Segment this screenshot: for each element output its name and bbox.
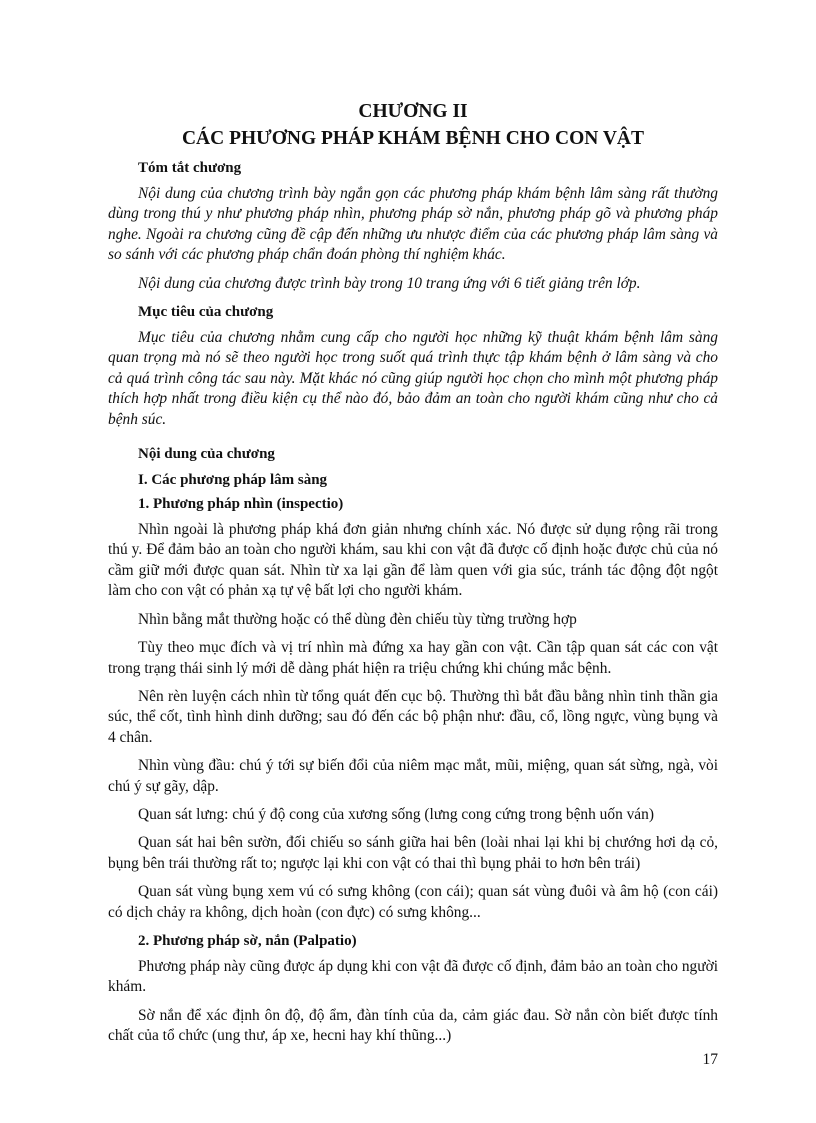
summary-paragraph-1: Nội dung của chương trình bày ngắn gọn các phương pháp khám bệnh lâm sàng rất thường dùng trong thú y như phương pháp nhìn, phương pháp sờ nắn, phương pháp gõ và phương pháp nghe. Ngoài ra chương cũng đề cập đến những ưu nhược điểm của các phương pháp lâm sàng và so sánh với các phương pháp chẩn đoán phòng thí nghiệm khác. (108, 185, 718, 264)
chapter-title: CÁC PHƯƠNG PHÁP KHÁM BỆNH CHO CON VẬT (181, 128, 645, 149)
summary-paragraph-2: Nội dung của chương được trình bày trong 10 trang ứng với 6 tiết giảng trên lớp. (138, 274, 641, 292)
content-heading: Nội dung của chương (138, 446, 275, 463)
inspection-paragraph: Nhìn vùng đầu: chú ý tới sự biến đổi của niêm mạc mắt, mũi, miệng, quan sát sừng, ngà, vòi chú ý sự gãy, dập. (108, 757, 718, 795)
inspection-paragraph: Tùy theo mục đích và vị trí nhìn mà đứng xa hay gần con vật. Cần tập quan sát các con vật trong trạng thái sinh lý mới dễ dàng phát hiện ra triệu chứng khi chúng mắc bệnh. (108, 639, 718, 677)
palpation-paragraph: Phương pháp này cũng được áp dụng khi con vật đã được cố định, đảm bảo an toàn cho người khám. (108, 957, 718, 996)
palpation-paragraph: Sờ nắn để xác định ôn độ, độ ẩm, đàn tính của da, cảm giác đau. Sờ nắn còn biết được tính chất của tổ chức (ung thư, áp xe, hecni hay khí thũng...) (108, 1006, 718, 1045)
inspection-paragraph: Nhìn ngoài là phương pháp khá đơn giản nhưng chính xác. Nó được sử dụng rộng rãi trong thú y. Để đảm bảo an toàn cho người khám, sau khi con vật đã được cố định hoặc được chủ của nó cầm giữ mới được quan sát. Nhìn từ xa lại gần để làm quen với gia súc, tránh tác động đột ngột làm cho con vật có phản xạ tự vệ bất lợi cho người khám. (108, 521, 718, 600)
subsection-heading-palpation: 2. Phương pháp sờ, nắn (Palpatio) (138, 932, 357, 949)
objectives-heading: Mục tiêu của chương (138, 304, 274, 321)
section-heading-clinical-methods: I. Các phương pháp lâm sàng (138, 472, 328, 489)
page-number: 17 (702, 1051, 718, 1068)
chapter-number: CHƯƠNG II (358, 101, 468, 122)
inspection-paragraph: Quan sát vùng bụng xem vú có sưng không (con cái); quan sát vùng đuôi và âm hộ (con cái) có dịch chảy ra không, dịch hoàn (con đực) có sưng không... (108, 883, 718, 921)
subsection-heading-inspection: 1. Phương pháp nhìn (inspectio) (138, 496, 344, 513)
page-content (108, 98, 718, 1055)
inspection-paragraph: Nên rèn luyện cách nhìn từ tổng quát đến cục bộ. Thường thì bắt đầu bằng nhìn tinh thần gia súc, thể cốt, tình hình dinh dưỡng; sau đó đến các bộ phận như: đầu, cổ, lồng ngực, vùng bụng và 4 chân. (108, 687, 718, 746)
inspection-paragraph: Nhìn bằng mắt thường hoặc có thể dùng đèn chiếu tùy từng trường hợp (138, 610, 577, 628)
inspection-paragraph: Quan sát lưng: chú ý độ cong của xương sống (lưng cong cứng trong bệnh uốn ván) (138, 805, 654, 823)
summary-heading: Tóm tắt chương (138, 160, 242, 176)
objectives-paragraph: Mục tiêu của chương nhằm cung cấp cho người học những kỹ thuật khám bệnh lâm sàng quan trọng mà nó sẽ theo người học trong suốt quá trình thực tập khám bệnh ở lâm sàng và cho cả quá trình công tác sau này. Mặt khác nó cũng giúp người học chọn cho mình một phương pháp thích hợp nhất trong điều kiện cụ thể nào đó, bảo đảm an toàn cho người khám cũng như cho cả bệnh súc. (108, 329, 718, 428)
inspection-paragraph: Quan sát hai bên sườn, đối chiếu so sánh giữa hai bên (loài nhai lại khi bị chướng hơi dạ cỏ, bụng bên trái thường rất to; ngược lại khi con vật có thai thì bụng phải to hơn bên trái) (108, 834, 718, 872)
